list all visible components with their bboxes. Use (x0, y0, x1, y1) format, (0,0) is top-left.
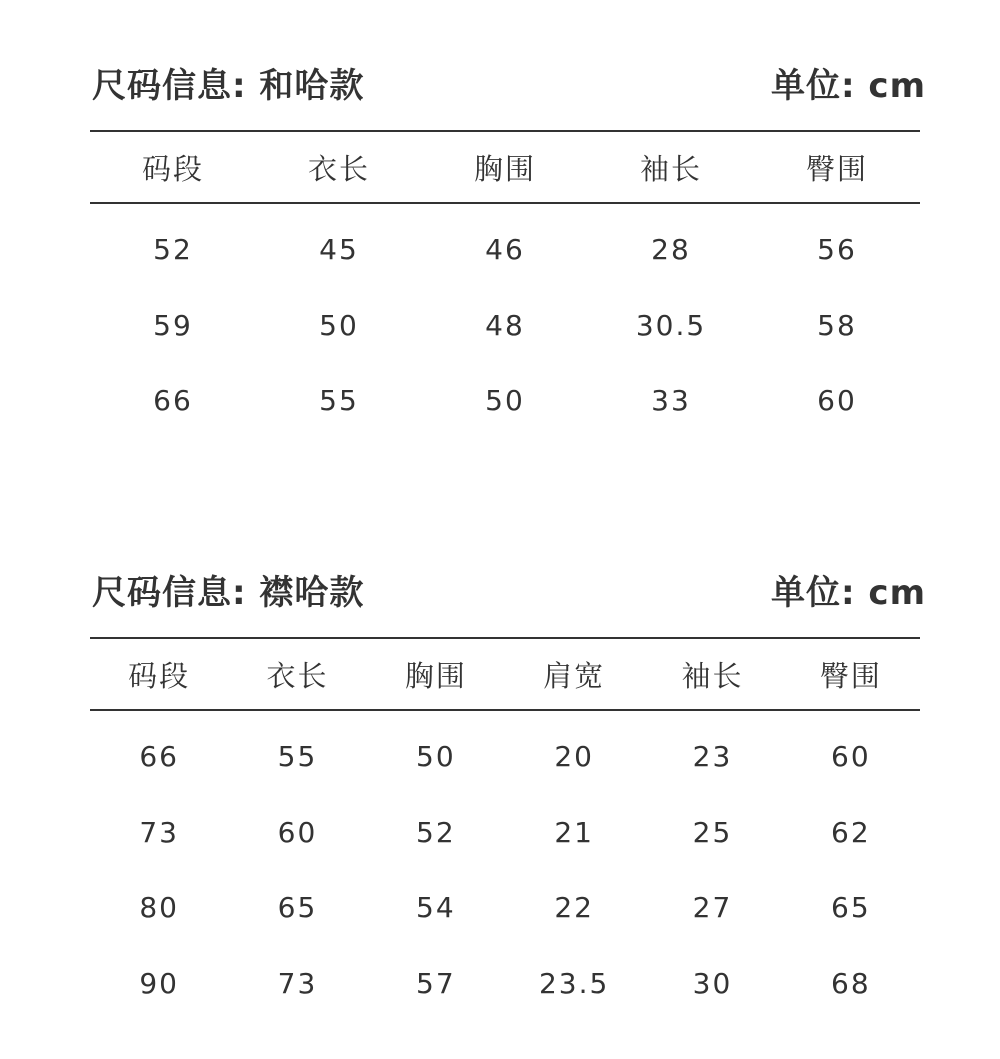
table-row (90, 288, 920, 364)
size-table (90, 637, 920, 1021)
table-row (90, 795, 920, 871)
table-cell: 73 (277, 966, 318, 1000)
table-cell: 66 (153, 384, 193, 418)
unit-label: 单位: cm (770, 573, 926, 613)
table-cell: 52 (153, 233, 193, 267)
section-header (90, 565, 926, 637)
table-cell: 68 (831, 966, 871, 1000)
table-cell: 52 (416, 815, 456, 849)
table-cell: 50 (485, 384, 525, 418)
table-cell: 22 (554, 891, 594, 925)
table-cell: 54 (416, 891, 456, 925)
table-cell: 30 (692, 966, 733, 1000)
table-row (90, 363, 920, 439)
table-cell: 59 (153, 308, 193, 342)
table-cell: 45 (319, 233, 359, 267)
table-cell: 65 (277, 891, 318, 925)
table-cell: 50 (319, 308, 359, 342)
table-cell: 60 (817, 384, 857, 418)
column-header: 胸围 (473, 151, 536, 186)
table-row (90, 710, 920, 795)
table-header-row (90, 638, 920, 710)
table-cell: 20 (554, 740, 594, 774)
table-cell: 48 (485, 308, 525, 342)
table-cell: 23.5 (538, 966, 610, 1000)
table-cell: 65 (831, 891, 871, 925)
table-cell: 73 (139, 815, 179, 849)
table-cell: 66 (139, 740, 179, 774)
column-header: 臀围 (819, 658, 882, 693)
column-header: 衣长 (266, 658, 329, 693)
table-cell: 62 (831, 815, 871, 849)
size-table-section-1 (90, 58, 926, 439)
section-title: 尺码信息: 和哈款 (92, 66, 365, 106)
table-cell: 55 (319, 384, 359, 418)
table-cell: 90 (139, 966, 179, 1000)
section-title: 尺码信息: 襟哈款 (92, 573, 365, 613)
size-table-section-2 (90, 565, 926, 1021)
table-row (90, 946, 920, 1022)
table-cell: 30.5 (635, 308, 707, 342)
column-header: 袖长 (681, 658, 744, 693)
table-cell: 80 (139, 891, 179, 925)
column-header: 肩宽 (543, 658, 606, 693)
table-cell: 25 (692, 815, 733, 849)
section-header (90, 58, 926, 130)
table-cell: 46 (485, 233, 525, 267)
column-header: 袖长 (639, 151, 702, 186)
column-header: 臀围 (805, 151, 868, 186)
column-header: 码段 (128, 658, 191, 693)
table-cell: 58 (817, 308, 857, 342)
table-cell: 60 (831, 740, 871, 774)
table-cell: 56 (817, 233, 857, 267)
column-header: 胸围 (404, 658, 467, 693)
size-table (90, 130, 920, 439)
table-cell: 27 (692, 891, 733, 925)
table-cell: 55 (277, 740, 318, 774)
table-cell: 23 (692, 740, 733, 774)
unit-label: 单位: cm (770, 66, 926, 106)
table-cell: 21 (554, 815, 594, 849)
table-row (90, 870, 920, 946)
table-header-row (90, 131, 920, 203)
table-cell: 57 (416, 966, 456, 1000)
table-cell: 50 (416, 740, 456, 774)
column-header: 码段 (141, 151, 204, 186)
table-cell: 28 (651, 233, 691, 267)
column-header: 衣长 (307, 151, 370, 186)
table-row (90, 203, 920, 288)
table-cell: 33 (651, 384, 691, 418)
table-cell: 60 (277, 815, 318, 849)
